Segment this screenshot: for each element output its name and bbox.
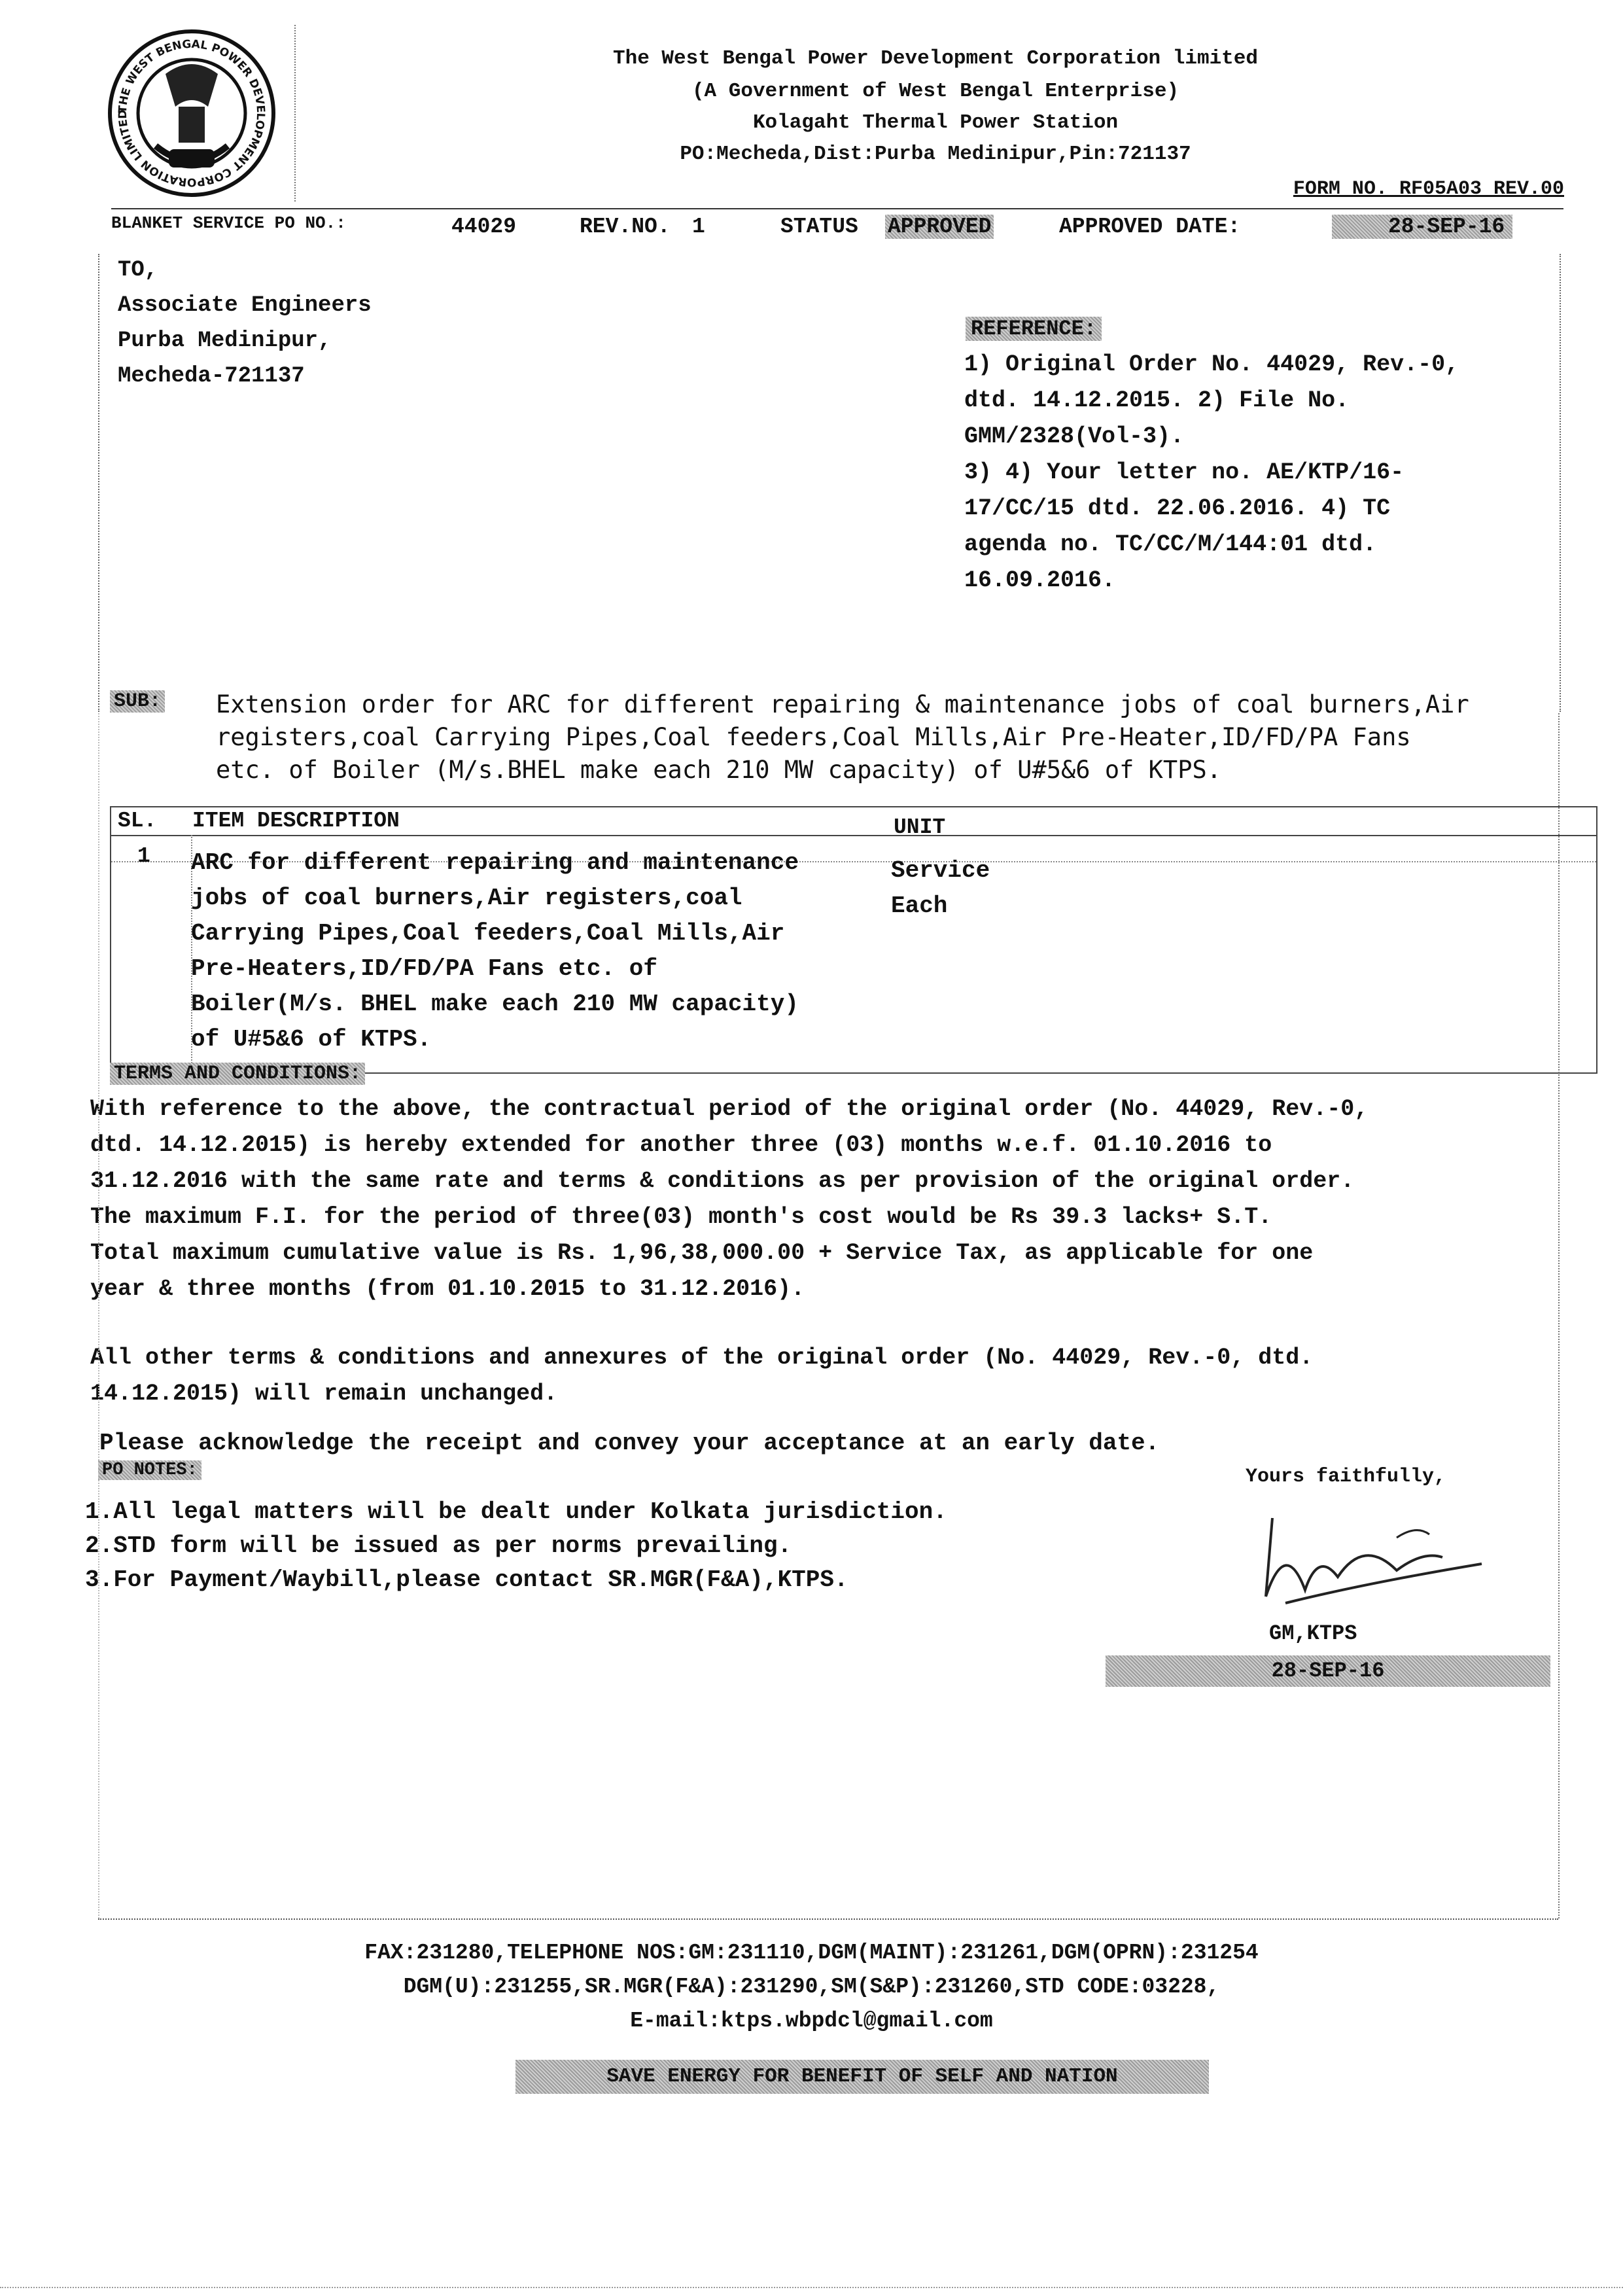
po-label: BLANKET SERVICE PO NO.: [111, 213, 346, 233]
vendor-name: Associate Engineers [118, 293, 372, 318]
vendor-address-line2: Mecheda-721137 [118, 364, 305, 389]
subject-label: SUB: [110, 690, 165, 713]
item-table [110, 806, 1597, 1074]
subject-line: registers,coal Carrying Pipes,Coal feeders,Coal Mills,Air Pre-Heater,ID/FD/PA Fans [216, 723, 1411, 751]
page-divider [98, 1918, 1558, 1920]
reference-line: GMM/2328(Vol-3). [964, 423, 1185, 450]
rev-number: 1 [692, 215, 705, 239]
terms-line: With reference to the above, the contractual period of the original order (No. 44029, Rev.-0, [90, 1096, 1369, 1122]
row-unit-each: Each [891, 892, 948, 919]
vendor-address-line1: Purba Medinipur, [118, 328, 332, 353]
reference-line: dtd. 14.12.2015. 2) File No. [964, 387, 1350, 414]
po-number: 44029 [451, 215, 517, 239]
approved-date-label: APPROVED DATE: [1059, 215, 1241, 239]
po-notes-list [85, 1495, 947, 1597]
to-label: TO, [118, 258, 158, 283]
terms-line: 31.12.2016 with the same rate and terms & conditions as per provision of the original order. [90, 1168, 1355, 1194]
terms-heading: TERMS AND CONDITIONS: [110, 1063, 365, 1085]
closing-text: Yours faithfully, [1246, 1466, 1446, 1488]
acknowledge-text: Please acknowledge the receipt and convey your acceptance at an early date. [99, 1430, 1160, 1457]
col-header-sl: SL. [118, 809, 157, 833]
footer-slogan: SAVE ENERGY FOR BENEFIT OF SELF AND NATION [515, 2060, 1209, 2094]
description-line: Boiler(M/s. BHEL make each 210 MW capacity) [191, 991, 799, 1017]
logo-ring-text: THE WEST BENGAL POWER DEVELOPMENT CORPORATION LIMITED [116, 37, 268, 189]
terms-line: year & three months (from 01.10.2015 to 31.12.2016). [90, 1276, 805, 1302]
reference-line: agenda no. TC/CC/M/144:01 dtd. [964, 531, 1377, 557]
org-name: The West Bengal Power Development Corporation limited [613, 47, 1258, 70]
reference-line: 3) 4) Your letter no. AE/KTP/16- [964, 459, 1405, 486]
po-notes-heading: PO NOTES: [98, 1460, 201, 1480]
terms-paragraph-2 [90, 1340, 1575, 1412]
wbpdcl-seal-icon [103, 28, 280, 198]
po-note-item: 2.STD form will be issued as per norms prevailing. [85, 1532, 792, 1559]
description-line: Carrying Pipes,Coal feeders,Coal Mills,Air [191, 920, 785, 947]
status-label: STATUS [780, 215, 858, 239]
description-line: Pre-Heaters,ID/FD/PA Fans etc. of [191, 955, 657, 982]
footer-contact-line1: FAX:231280,TELEPHONE NOS:GM:231110,DGM(MAINT):231261,DGM(OPRN):231254 [364, 1941, 1259, 1965]
description-line: of U#5&6 of KTPS. [191, 1026, 432, 1053]
row-unit-service: Service [891, 857, 990, 884]
reference-line: 1) Original Order No. 44029, Rev.-0, [964, 351, 1459, 378]
table-header [111, 807, 1596, 839]
terms-line: Total maximum cumulative value is Rs. 1,96,38,000.00 + Service Tax, as applicable for one [90, 1240, 1314, 1266]
subject-line: Extension order for ARC for different repairing & maintenance jobs of coal burners,Air [216, 690, 1469, 718]
page-divider [1558, 713, 1560, 1918]
po-info-row [111, 208, 1563, 251]
po-note-item: 1.All legal matters will be dealt under Kolkata jurisdiction. [85, 1498, 947, 1525]
page-bottom-edge [0, 2287, 1623, 2288]
col-header-unit: UNIT [894, 815, 946, 839]
signature-date: 28-SEP-16 [1106, 1655, 1550, 1687]
station-address: PO:Mecheda,Dist:Purba Medinipur,Pin:721137 [680, 143, 1191, 166]
subject-line: etc. of Boiler (M/s.BHEL make each 210 MW capacity) of U#5&6 of KTPS. [216, 756, 1222, 784]
station-name: Kolagaht Thermal Power Station [752, 111, 1119, 134]
row-description [191, 845, 1002, 1057]
terms-paragraph-1 [90, 1091, 1575, 1307]
terms-line: The maximum F.I. for the period of three(03) month's cost would be Rs 39.3 lacks+ S.T. [90, 1204, 1272, 1230]
org-subtitle: (A Government of West Bengal Enterprise) [691, 80, 1179, 103]
description-line: ARC for different repairing and maintenance [191, 849, 799, 876]
status-value: APPROVED [885, 215, 994, 239]
signatory-designation: GM,KTPS [1269, 1621, 1357, 1646]
footer-contact-line2: DGM(U):231255,SR.MGR(F&A):231290,SM(S&P):231260,STD CODE:03228, [403, 1975, 1220, 1999]
signature-icon [1246, 1498, 1495, 1623]
rev-label: REV.NO. [580, 215, 671, 239]
row-sl: 1 [137, 844, 150, 868]
description-line: jobs of coal burners,Air registers,coal [191, 885, 742, 911]
terms-line: All other terms & conditions and annexures of the original order (No. 44029, Rev.-0, dtd. [90, 1345, 1314, 1371]
reference-heading: REFERENCE: [966, 317, 1102, 341]
footer-email: E-mail:ktps.wbpdcl@gmail.com [630, 2009, 993, 2033]
po-note-item: 3.For Payment/Waybill,please contact SR.MGR(F&A),KTPS. [85, 1566, 848, 1593]
company-logo [98, 25, 296, 202]
subject-text [216, 688, 1577, 786]
reference-text [964, 347, 1553, 599]
reference-line: 16.09.2016. [964, 567, 1116, 593]
page-divider [98, 713, 99, 1918]
terms-line: 14.12.2015) will remain unchanged. [90, 1381, 558, 1407]
form-number: FORM NO. RF05A03 REV.00 [1293, 178, 1564, 200]
terms-line: dtd. 14.12.2015) is hereby extended for another three (03) months w.e.f. 01.10.2016 to [90, 1132, 1272, 1158]
approved-date: 28-SEP-16 [1332, 215, 1512, 239]
reference-line: 17/CC/15 dtd. 22.06.2016. 4) TC [964, 495, 1391, 521]
col-header-description: ITEM DESCRIPTION [192, 809, 400, 833]
